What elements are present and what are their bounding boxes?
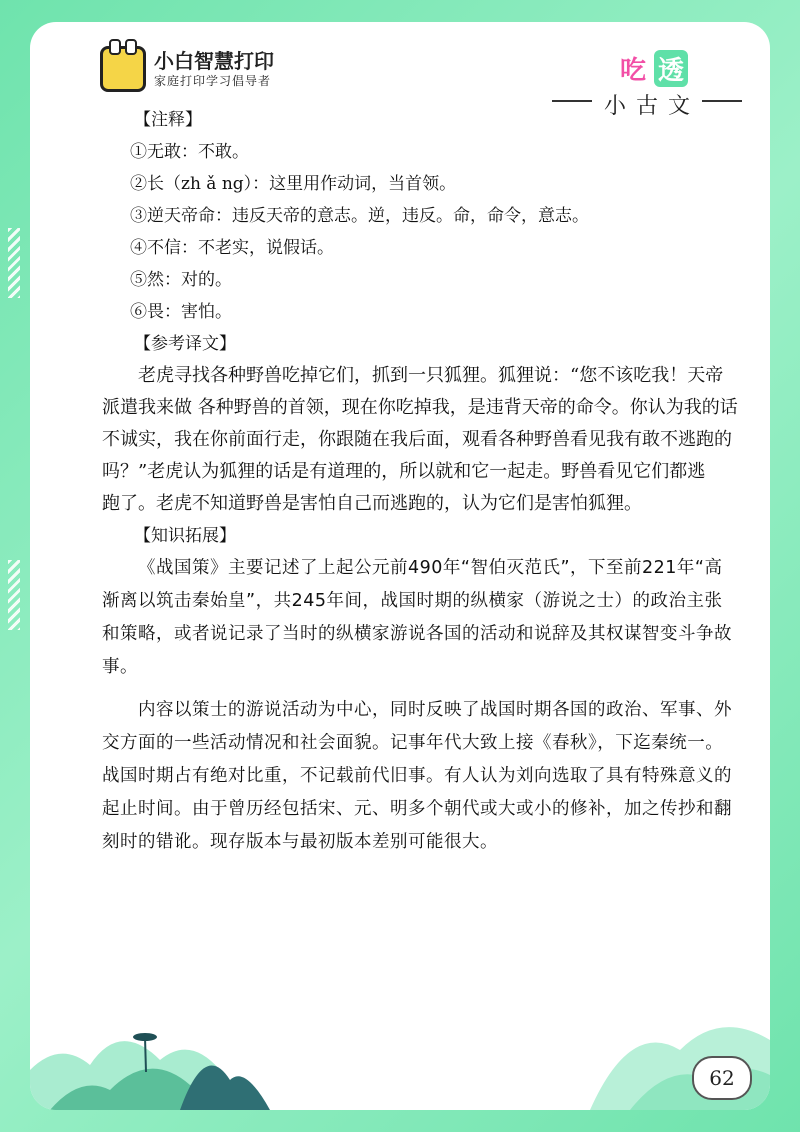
translation-line: 不诚实，我在你前面行走，你跟随在我后面，观看各种野兽看见我有敢不逃跑的: [102, 429, 732, 450]
knowledge-line: 事。: [102, 657, 138, 677]
knowledge-para-2: [102, 694, 755, 859]
knowledge-line: 交方面的一些活动情况和社会面貌。记事年代大致上接《春秋》，下迄秦统一。: [102, 733, 724, 753]
translation-heading: 【参考译文】: [134, 334, 236, 354]
notes-heading: 【注释】: [134, 110, 202, 130]
main-content: [102, 104, 755, 859]
knowledge-line: 刻时的错讹。现存版本与最初版本差别可能很大。: [102, 832, 498, 852]
mountain-illustration: [30, 980, 770, 1110]
page-number: 62: [692, 1056, 752, 1100]
knowledge-line: 内容以策士的游说活动为中心，同时反映了战国时期各国的政治、军事、外: [138, 700, 732, 720]
note-item: ②长（zh ǎ ng）：这里用作动词，当首领。: [130, 174, 457, 194]
note-item: ⑥畏：害怕。: [130, 302, 232, 322]
knowledge-line: 和策略，或者说记录了当时的纵横家游说各国的活动和说辞及其权谋智变斗争故: [102, 624, 732, 644]
translation-line: 吗？”老虎认为狐狸的话是有道理的，所以就和它一起走。野兽看见它们都逃: [102, 461, 706, 482]
notes-list: [130, 136, 755, 328]
brand-char-2: 透: [654, 50, 688, 87]
logo-icon: [100, 46, 146, 92]
translation-text: [102, 360, 755, 520]
page-sheet: [30, 22, 770, 1110]
knowledge-line: 战国时期占有绝对比重，不记载前代旧事。有人认为刘向选取了具有特殊意义的: [102, 766, 732, 786]
note-item: ①无敢：不敢。: [130, 142, 249, 162]
note-item: ③逆天帝命：违反天帝的意志。逆，违反。命，命令，意志。: [130, 206, 589, 226]
knowledge-para-1: [102, 552, 755, 684]
frame-stripes-left-top: [8, 228, 20, 298]
note-item: ④不信：不老实，说假话。: [130, 238, 334, 258]
knowledge-line: 起止时间。由于曾历经包括宋、元、明多个朝代或大或小的修补，加之传抄和翻: [102, 799, 732, 819]
note-item: ⑤然：对的。: [130, 270, 232, 290]
knowledge-line: 《战国策》主要记述了上起公元前490年“智伯灭范氏”，下至前221年“高: [138, 558, 723, 578]
logo: [100, 46, 274, 92]
logo-name: 小白智慧打印: [154, 48, 274, 73]
translation-line: 老虎寻找各种野兽吃掉它们，抓到一只狐狸。狐狸说：“您不该吃我！天帝: [138, 365, 724, 386]
translation-line: 跑了。老虎不知道野兽是害怕自己而逃跑的，认为它们是害怕狐狸。: [102, 493, 642, 514]
knowledge-line: 渐离以筑击秦始皇”，共245年间，战国时期的纵横家（游说之士）的政治主张: [102, 591, 723, 611]
brand-subtitle: 小古文: [603, 94, 700, 119]
translation-line: 派遣我来做 各种野兽的首领，现在你吃掉我，是违背天帝的命令。你认为我的话: [102, 397, 738, 418]
frame-stripes-left-mid: [8, 560, 20, 630]
knowledge-heading: 【知识拓展】: [134, 526, 236, 546]
logo-subtitle: 家庭打印学习倡导者: [154, 73, 272, 88]
brand-char-1: 吃: [619, 56, 646, 86]
